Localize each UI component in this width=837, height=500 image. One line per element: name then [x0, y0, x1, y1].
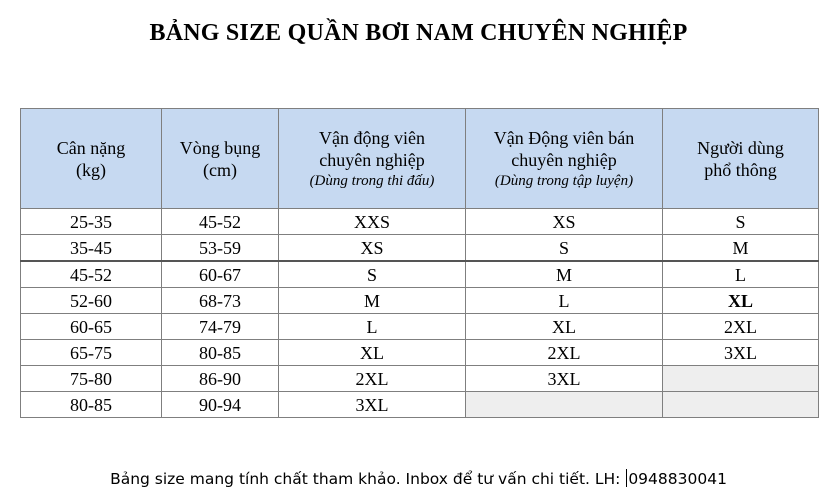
table-cell: 3XL: [663, 340, 819, 366]
table-cell: S: [466, 235, 663, 262]
table-cell: 65-75: [21, 340, 162, 366]
table-cell: XXS: [279, 209, 466, 235]
table-cell: 3XL: [279, 392, 466, 418]
table-cell: 25-35: [21, 209, 162, 235]
table-cell: 60-65: [21, 314, 162, 340]
table-cell: 52-60: [21, 288, 162, 314]
table-cell: 2XL: [466, 340, 663, 366]
table-cell: 2XL: [279, 366, 466, 392]
table-cell: 53-59: [162, 235, 279, 262]
table-cell: M: [279, 288, 466, 314]
table-row: [21, 314, 819, 340]
table-cell: S: [663, 209, 819, 235]
table-row: [21, 209, 819, 235]
table-row: [21, 340, 819, 366]
table-cell: S: [279, 261, 466, 288]
table-row: [21, 366, 819, 392]
table-row: [21, 235, 819, 262]
header-line: chuyên nghiệp: [319, 149, 425, 170]
table-row: [21, 392, 819, 418]
footer-phone: 0948830041: [628, 470, 727, 488]
table-cell: 74-79: [162, 314, 279, 340]
table-cell-empty: [663, 392, 819, 418]
header-waist: [162, 109, 279, 209]
header-line: (cm): [203, 159, 237, 180]
header-line: Người dùng: [697, 137, 784, 158]
table-cell: L: [279, 314, 466, 340]
table-cell: 45-52: [21, 261, 162, 288]
header-line: phổ thông: [704, 159, 777, 180]
table-cell: 90-94: [162, 392, 279, 418]
header-line: chuyên nghiệp: [511, 149, 617, 170]
table-cell: M: [663, 235, 819, 262]
table-cell: 2XL: [663, 314, 819, 340]
header-line: Cân nặng: [56, 137, 126, 158]
table-cell: 86-90: [162, 366, 279, 392]
table-row: [21, 288, 819, 314]
table-cell: 45-52: [162, 209, 279, 235]
table-cell: 35-45: [21, 235, 162, 262]
footer-text: Bảng size mang tính chất tham khảo. Inbox để tư vấn chi tiết. LH:: [110, 470, 626, 488]
table-cell: 80-85: [162, 340, 279, 366]
table-cell: 60-67: [162, 261, 279, 288]
page-title: BẢNG SIZE QUẦN BƠI NAM CHUYÊN NGHIỆP: [149, 20, 688, 46]
table-header-row: [21, 109, 819, 209]
header-pro-athlete: [279, 109, 466, 209]
table-cell: XS: [279, 235, 466, 262]
header-line: (kg): [76, 159, 106, 180]
table-cell: 80-85: [21, 392, 162, 418]
header-line: Vận động viên: [319, 127, 425, 148]
table-cell: L: [663, 261, 819, 288]
table-cell-empty: [663, 366, 819, 392]
footer-note: [0, 469, 837, 488]
header-weight: [21, 109, 162, 209]
table-row: [21, 261, 819, 288]
table-cell: 68-73: [162, 288, 279, 314]
header-subtitle: (Dùng trong thi đấu): [309, 172, 435, 189]
table-cell: 3XL: [466, 366, 663, 392]
header-subtitle: (Dùng trong tập luyện): [494, 172, 634, 189]
table-cell: XS: [466, 209, 663, 235]
header-line: Vận Động viên bán: [493, 127, 635, 148]
table-cell: XL: [466, 314, 663, 340]
table-cell: XL: [663, 288, 819, 314]
header-semi-pro-athlete: [466, 109, 663, 209]
size-table: [20, 108, 819, 418]
table-cell: M: [466, 261, 663, 288]
header-regular-user: [663, 109, 819, 209]
table-cell-empty: [466, 392, 663, 418]
table-cell: L: [466, 288, 663, 314]
header-line: Vòng bụng: [179, 137, 261, 158]
table-cell: 75-80: [21, 366, 162, 392]
table-cell: XL: [279, 340, 466, 366]
